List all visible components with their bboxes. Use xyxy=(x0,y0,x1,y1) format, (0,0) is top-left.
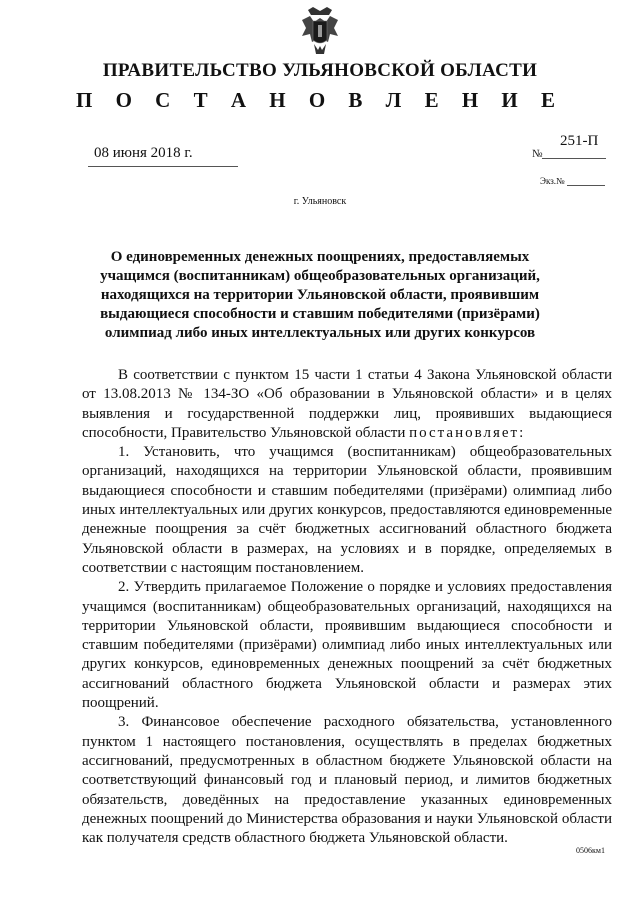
number-sign: № xyxy=(532,148,543,160)
document-title: О единовременных денежных поощрениях, предоставляемых учащимся (воспитанникам) общеобразовательных организаций, находящихся на территории Ульяновской области, проявившим выдающиеся способности и ставшим победителями (призёрами) олимпиад либо иных интеллектуальных или других конкурсов xyxy=(100,249,540,341)
document-type: П О С Т А Н О В Л Е Н И Е xyxy=(75,88,564,112)
number-underline xyxy=(542,158,606,159)
coat-of-arms-icon xyxy=(300,6,340,58)
paragraph-3: 3. Финансовое обеспечение расходного обязательства, установленного пунктом 1 настоящего постановления, осуществлять в пределах бюджетных ассигнований, предусмотренных в областном бюджете Ульяновской области на соответствующий финансовый год и плановый период, и лимитов бюджетных обязательств, доведённых на предоставление указанных единовременных денежных поощрений до Министерства образования и науки Ульяновской области как получателя средств областного бюджета Ульяновской области. xyxy=(82,714,612,847)
intro-verb: постановляет: xyxy=(409,424,526,441)
document-date: 08 июня 2018 г. xyxy=(94,145,193,161)
intro-text: В соответствии с пунктом 15 части 1 статьи 4 Закона Ульяновской области от 13.08.2013 № 134-ЗО «Об образовании в Ульяновской области» и в целях выявления и государственной поддержки лиц, проявивших выдающиеся способности, Правительство Ульяновской области xyxy=(82,367,612,441)
document-code: 0506км1 xyxy=(576,846,605,855)
government-name: ПРАВИТЕЛЬСТВО УЛЬЯНОВСКОЙ ОБЛАСТИ xyxy=(102,60,538,81)
city-name: г. Ульяновск xyxy=(293,196,347,207)
intro-paragraph xyxy=(82,366,612,443)
document-number: 251-П xyxy=(560,133,599,149)
paragraph-1: 1. Установить, что учащимся (воспитанникам) общеобразовательных организаций, находящихся на территории Ульяновской области, проявившим выдающиеся способности и ставшим победителями (призёрами) олимпиад либо иных интеллектуальных или других конкурсов, предоставляются единовременные денежные поощрения за счёт бюджетных ассигнований областного бюджета Ульяновской области в размерах, на условиях и в порядке, определяемых в соответствии с настоящим постановлением. xyxy=(82,444,612,576)
copy-number-underline xyxy=(567,185,605,186)
document-body xyxy=(82,366,612,848)
paragraph-2: 2. Утвердить прилагаемое Положение о порядке и условиях предоставления учащимся (воспитанникам) общеобразовательных организаций, находящихся на территории Ульяновской области, проявившим выдающиеся способности и ставшим победителями (призёрами) олимпиад либо иных интеллектуальных или других конкурсов, единовременных денежных поощрений за счёт бюджетных ассигнований областного бюджета Ульяновской области и размерах этих поощрений. xyxy=(82,579,612,712)
copy-number-label: Экз.№ xyxy=(540,176,565,186)
date-underline xyxy=(88,166,238,167)
